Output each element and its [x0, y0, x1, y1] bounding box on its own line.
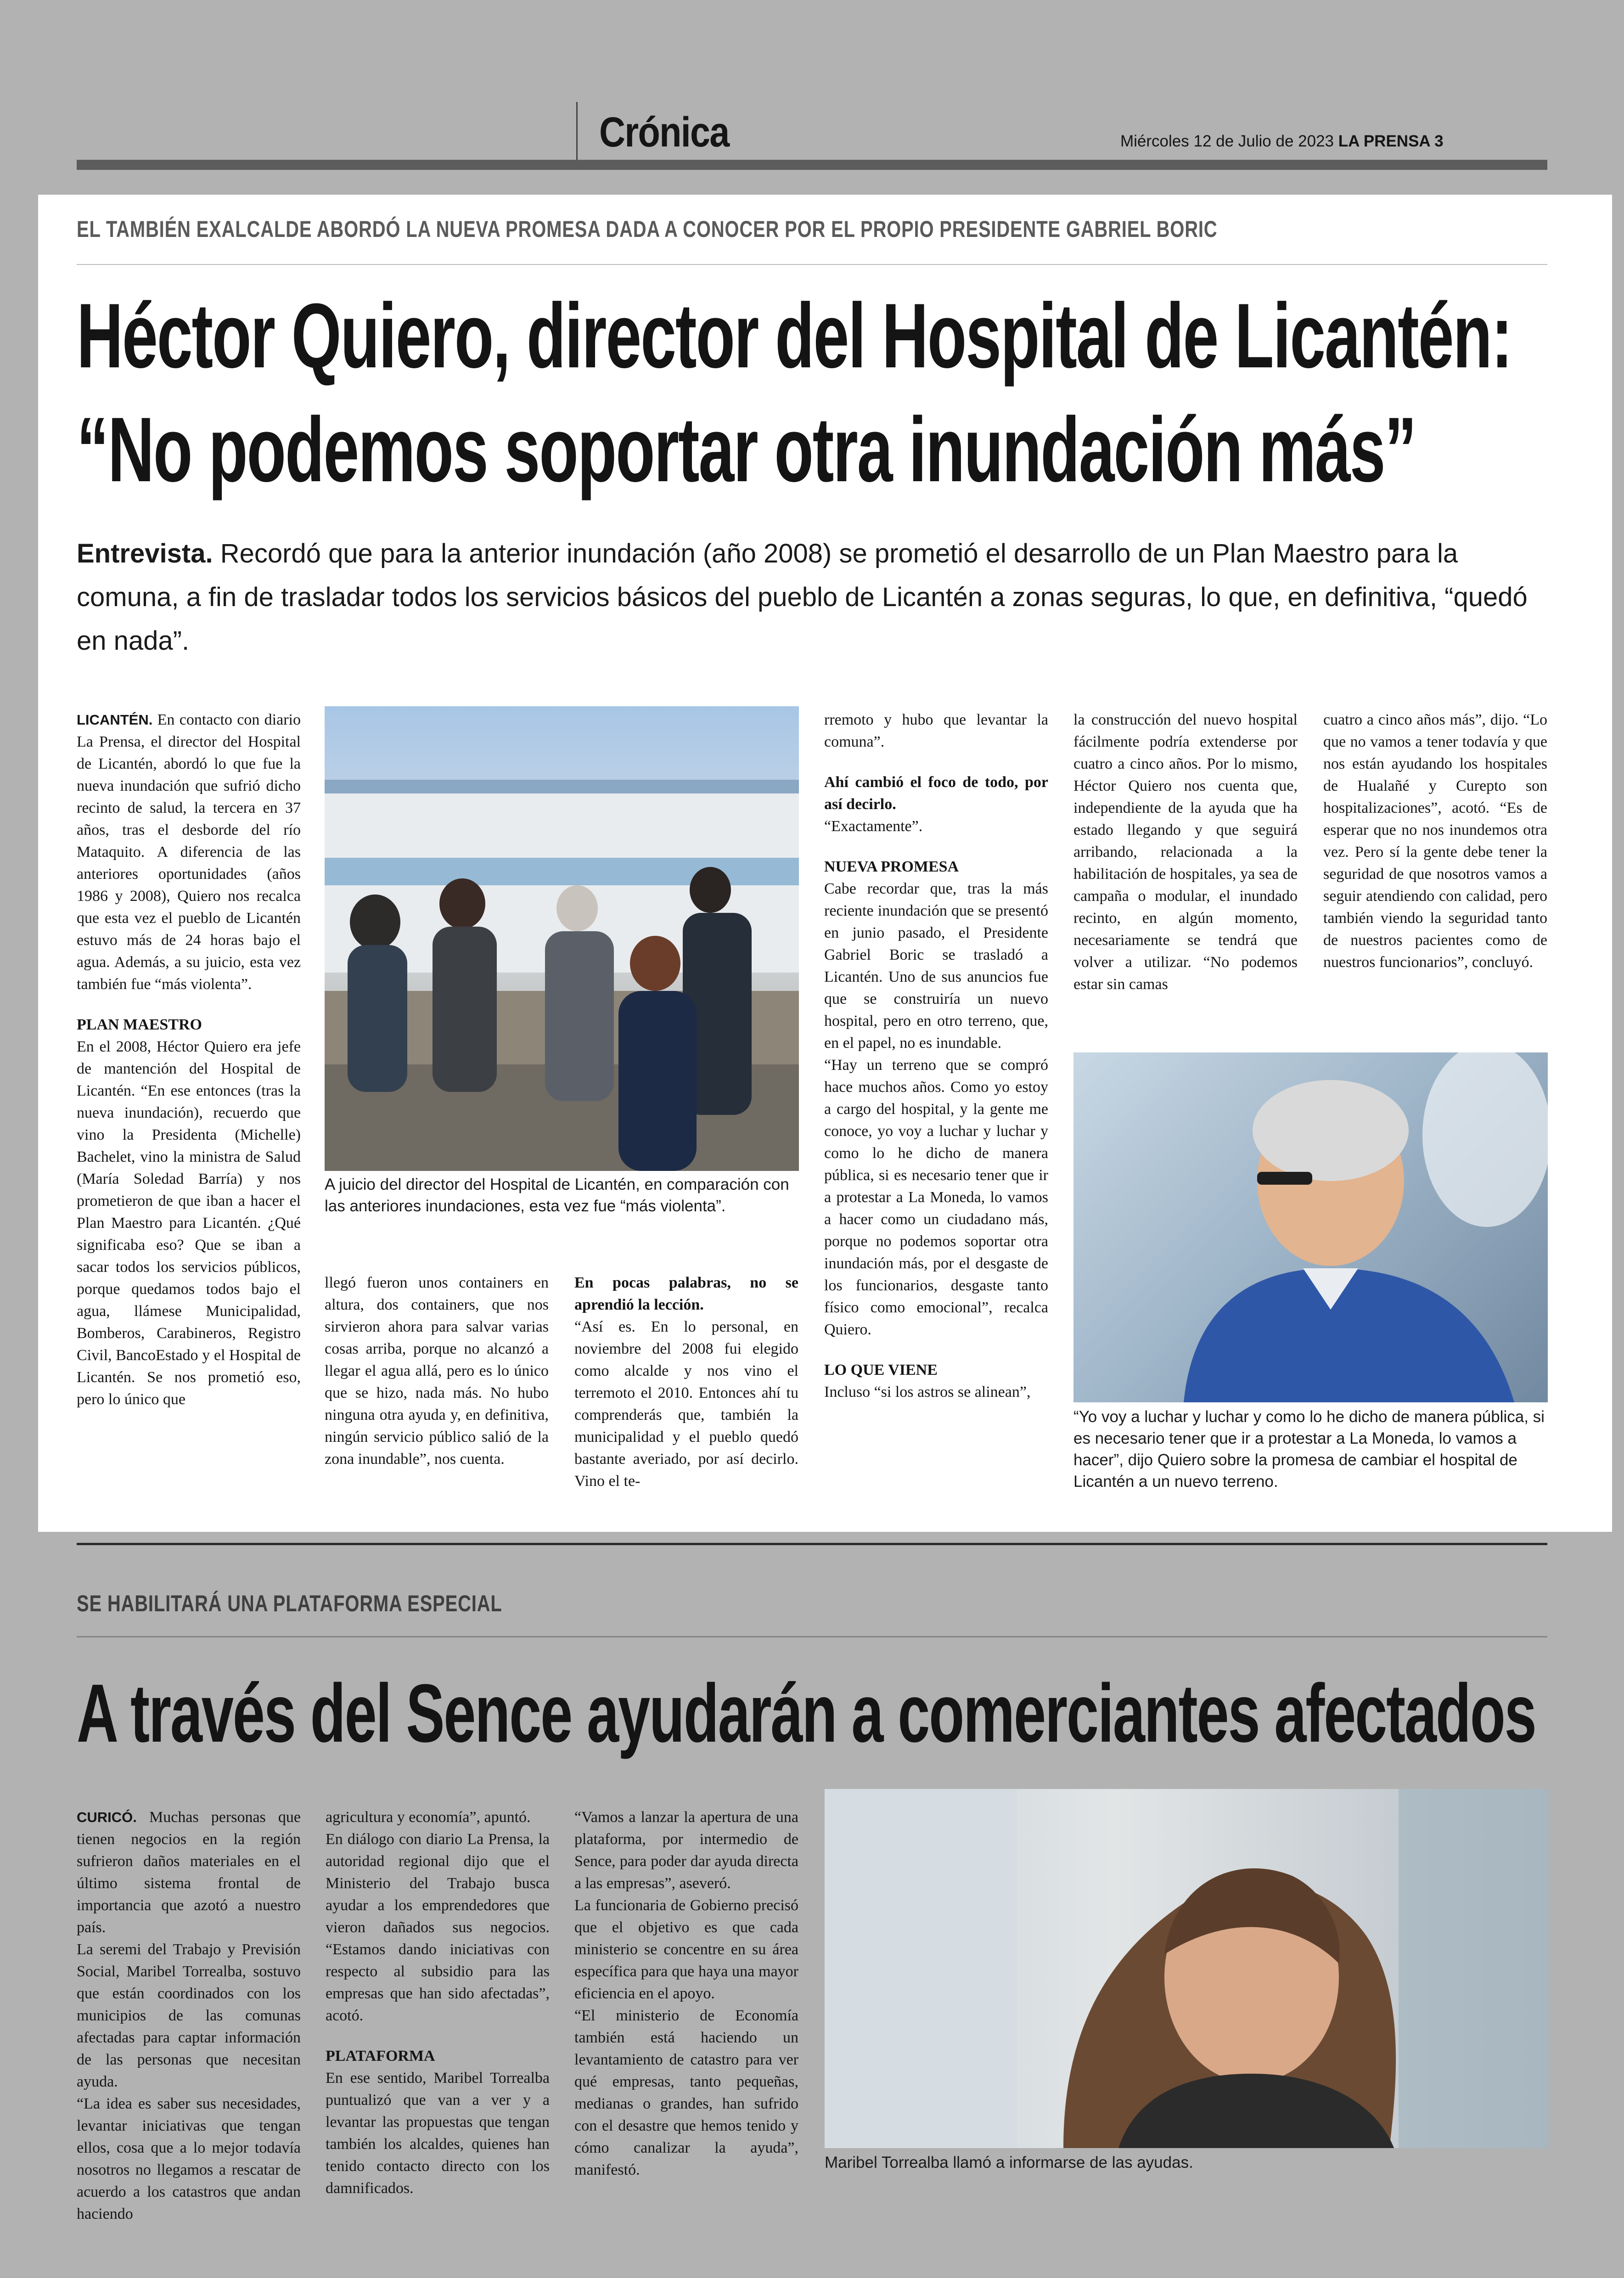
- paragraph: cuatro a cinco años más”, dijo. “Lo que no vamos a tener todavía y que nos están ayudando los hospitales de Hualañé y Curepto son hospitalizaciones”, acotó. “Es de esperar que no nos inundemos otra vez. Pero sí la gente debe tener la seguridad de que nosotros vamos a seguir atendiendo con calidad, pero también viendo la seguridad tanto de nuestros pacientes como de nuestros funcionarios”, concluyó.: [1323, 711, 1547, 971]
- article1-column-2: [325, 1272, 549, 1470]
- paragraph: Incluso “si los astros se alinean”,: [824, 1384, 1031, 1401]
- date: Miércoles 12 de Julio de 2023: [1120, 132, 1334, 150]
- answer: “Exactamente”.: [824, 818, 923, 835]
- paragraph: agricultura y economía”, apuntó.: [326, 1809, 531, 1826]
- section-title: Crónica: [599, 109, 729, 156]
- question: Ahí cambió el foco de todo, por así decirlo.: [824, 774, 1048, 813]
- photo-hector-quiero: [1073, 1052, 1548, 1402]
- photo1-caption: A juicio del director del Hospital de Licantén, en comparación con las anteriores inundaciones, esta vez fue “más violenta”.: [325, 1176, 789, 1215]
- article2-kicker: SE HABILITARÁ UNA PLATAFORMA ESPECIAL: [77, 1591, 502, 1616]
- dateline-city: LICANTÉN.: [77, 712, 153, 728]
- photo-maribel-torrealba: [825, 1789, 1549, 2148]
- subhead-plataforma: PLATAFORMA: [326, 2047, 435, 2064]
- photo-hospital-group: [325, 706, 799, 1171]
- subhead-lo-que-viene: LO QUE VIENE: [824, 1361, 938, 1378]
- paragraph: En el 2008, Héctor Quiero era jefe de mantención del Hospital de Licantén. “En ese entonces (tras la nueva inundación), recuerdo que vino la Presidenta (Michelle) Bachelet, vino la ministra de Salud (María Soledad Barría) y nos prometieron de que iban a hacer el Plan Maestro para Licantén. ¿Qué significaba eso? Que se iban a sacar todos los servicios públicos, porque quedamos todos bajo el agua, llámese Municipalidad, Bomberos, Carabineros, Registro Civil, BancoEstado y el Hospital de Licantén. Se nos prometió eso, pero lo único que: [77, 1038, 301, 1408]
- subhead-plan-maestro: PLAN MAESTRO: [77, 1016, 202, 1033]
- paragraph: En contacto con diario La Prensa, el director del Hospital de Licantén, abordó lo que fue la nueva inundación que sufrió dicho recinto de salud, la tercera en 37 años, tras el desborde del río Mataquito. A diferencia de las anteriores oportunidades (años 1986 y 2008), Quiero nos recalca que esta vez el pueblo de Licantén estuvo más de 24 horas bajo el agua. Además, a su juicio, esta vez también fue “más violenta”.: [77, 711, 301, 993]
- paragraph: la construcción del nuevo hospital fácilmente podría extenderse por cuatro a cinco años. Por lo mismo, Héctor Quiero nos cuenta que, independiente de la ayuda que ha estado llegando y que seguirá arribando, relacionada a la habilitación de hospitales, ya sea de campaña o modular, el inundado recinto, en algún momento, necesariamente se tendrá que volver a utilizar. “No podemos estar sin camas: [1073, 711, 1298, 993]
- paragraph: rremoto y hubo que levantar la comuna”.: [824, 711, 1048, 750]
- article1-headline-line1: Héctor Quiero, director del Hospital de Licantén:: [77, 285, 1512, 387]
- paragraph: En diálogo con diario La Prensa, la autoridad regional dijo que el Ministerio del Trabajo busca ayudar a los emprendedores que vieron dañados sus negocios. “Estamos dando iniciativas con respecto al subsidio para las empresas que han sido afectadas”, acotó.: [326, 1831, 550, 2024]
- paragraph: Cabe recordar que, tras la más reciente inundación que se presentó en junio pasado, el Presidente Gabriel Boric se trasladó a Licantén. Uno de sus anuncios fue que se construiría un nuevo hospital, pero en otro terreno, que, en el papel, no es inundable.: [824, 880, 1048, 1052]
- paragraph: Muchas personas que tienen negocios en la región sufrieron daños materiales en el último sistema frontal de importancia que azotó a nuestro país.: [77, 1809, 301, 1936]
- photo3-caption: Maribel Torrealba llamó a informarse de las ayudas.: [825, 2154, 1193, 2171]
- article-separator: [77, 1543, 1547, 1545]
- article1-column-2b: [574, 1272, 798, 1492]
- article2-column-2: [326, 1806, 550, 2199]
- article2-headline: A través del Sence ayudarán a comerciantes afectados: [77, 1667, 1536, 1760]
- paragraph: “Vamos a lanzar la apertura de una plataforma, por intermedio de Sence, para poder dar ayuda directa a las empresas”, aseveró.: [574, 1809, 798, 1892]
- deck-text: Recordó que para la anterior inundación (año 2008) se prometió el desarrollo de un Plan Maestro para la comuna, a fin de trasladar todos los servicios básicos del pueblo de Licantén a zonas seguras, lo que, en definitiva, “quedó en nada”.: [77, 539, 1528, 656]
- article1-column-3: [824, 709, 1048, 1403]
- article1-column-5: [1323, 709, 1547, 973]
- article1-deck: [77, 532, 1546, 663]
- article2-column-3: [574, 1806, 798, 2181]
- dateline-city: CURICÓ.: [77, 1809, 137, 1825]
- dateline: [1120, 132, 1444, 151]
- article2-column-1: [77, 1806, 301, 2225]
- article1-kicker: EL TAMBIÉN EXALCALDE ABORDÓ LA NUEVA PROMESA DADA A CONOCER POR EL PROPIO PRESIDENTE GABRIEL BORIC: [77, 216, 1218, 242]
- paragraph: “Así es. En lo personal, en noviembre del 2008 fui elegido como alcalde y nos vino el terremoto el 2010. Entonces ahí tu comprenderás que, también la municipalidad y el pueblo quedó bastante averiado, por así decirlo. Vino el te-: [574, 1318, 798, 1490]
- kicker-rule: [77, 264, 1547, 265]
- paper-page: LA PRENSA 3: [1338, 132, 1444, 150]
- article1-column-1: [77, 709, 301, 1411]
- paragraph: En ese sentido, Maribel Torrealba puntualizó que van a ver y a levantar las propuestas que tengan también los alcaldes, quienes han tenido contacto directo con los damnificados.: [326, 2070, 550, 2197]
- header-divider: [576, 102, 578, 161]
- subhead-nueva-promesa: NUEVA PROMESA: [824, 858, 959, 875]
- paragraph: La seremi del Trabajo y Previsión Social, Maribel Torrealba, sostuvo que están coordinados con los municipios de las comunas afectadas para captar información de las personas que necesitan ayuda.: [77, 1941, 301, 2090]
- photo2-caption: “Yo voy a luchar y luchar y como lo he dicho de manera pública, si es necesario tener que ir a protestar a La Moneda, lo vamos a hacer”, dijo Quiero sobre la promesa de cambiar el hospital de Licantén a un nuevo terreno.: [1073, 1408, 1545, 1491]
- paragraph: llegó fueron unos containers en altura, dos containers, que nos sirvieron ahora para salvar varias cosas arriba, porque no alcanzó a llegar el agua allá, pero es lo único que se hizo, nada más. No hubo ninguna otra ayuda y, en definitiva, ningún servicio público salió de la zona inundable”, nos cuenta.: [325, 1274, 549, 1468]
- header-bar: [77, 160, 1547, 170]
- paragraph: “El ministerio de Economía también está haciendo un levantamiento de catastro para ver qué empresas, tanto pequeñas, medianas o grandes, han sufrido con el desastre que hemos tenido y cómo canalizar la ayuda”, manifestó.: [574, 2007, 798, 2178]
- article1-column-4: [1073, 709, 1298, 996]
- deck-lead: Entrevista.: [77, 539, 213, 568]
- paragraph: La funcionaria de Gobierno precisó que el objetivo es que cada ministerio se concentre en su área específica para que haya una mayor eficiencia en el apoyo.: [574, 1897, 798, 2002]
- paragraph: “Hay un terreno que se compró hace muchos años. Como yo estoy a cargo del hospital, y la gente me conoce, yo voy a luchar y luchar y como lo he dicho de manera pública, si es necesario tener que ir a protestar a La Moneda, lo vamos a hacer como un ciudadano más, porque no podemos soportar otra inundación más, por el desgaste de los funcionarios, desgaste tanto físico como emocional”, recalca Quiero.: [824, 1057, 1048, 1338]
- article1-headline-line2: “No podemos soportar otra inundación más”: [77, 399, 1416, 501]
- question: En pocas palabras, no se aprendió la lección.: [574, 1274, 798, 1313]
- kicker-rule: [77, 1636, 1547, 1637]
- paragraph: “La idea es saber sus necesidades, levantar iniciativas que tengan ellos, cosa que a lo mejor todavía nosotros no llegamos a rescatar de acuerdo a los catastros que andan haciendo: [77, 2095, 301, 2222]
